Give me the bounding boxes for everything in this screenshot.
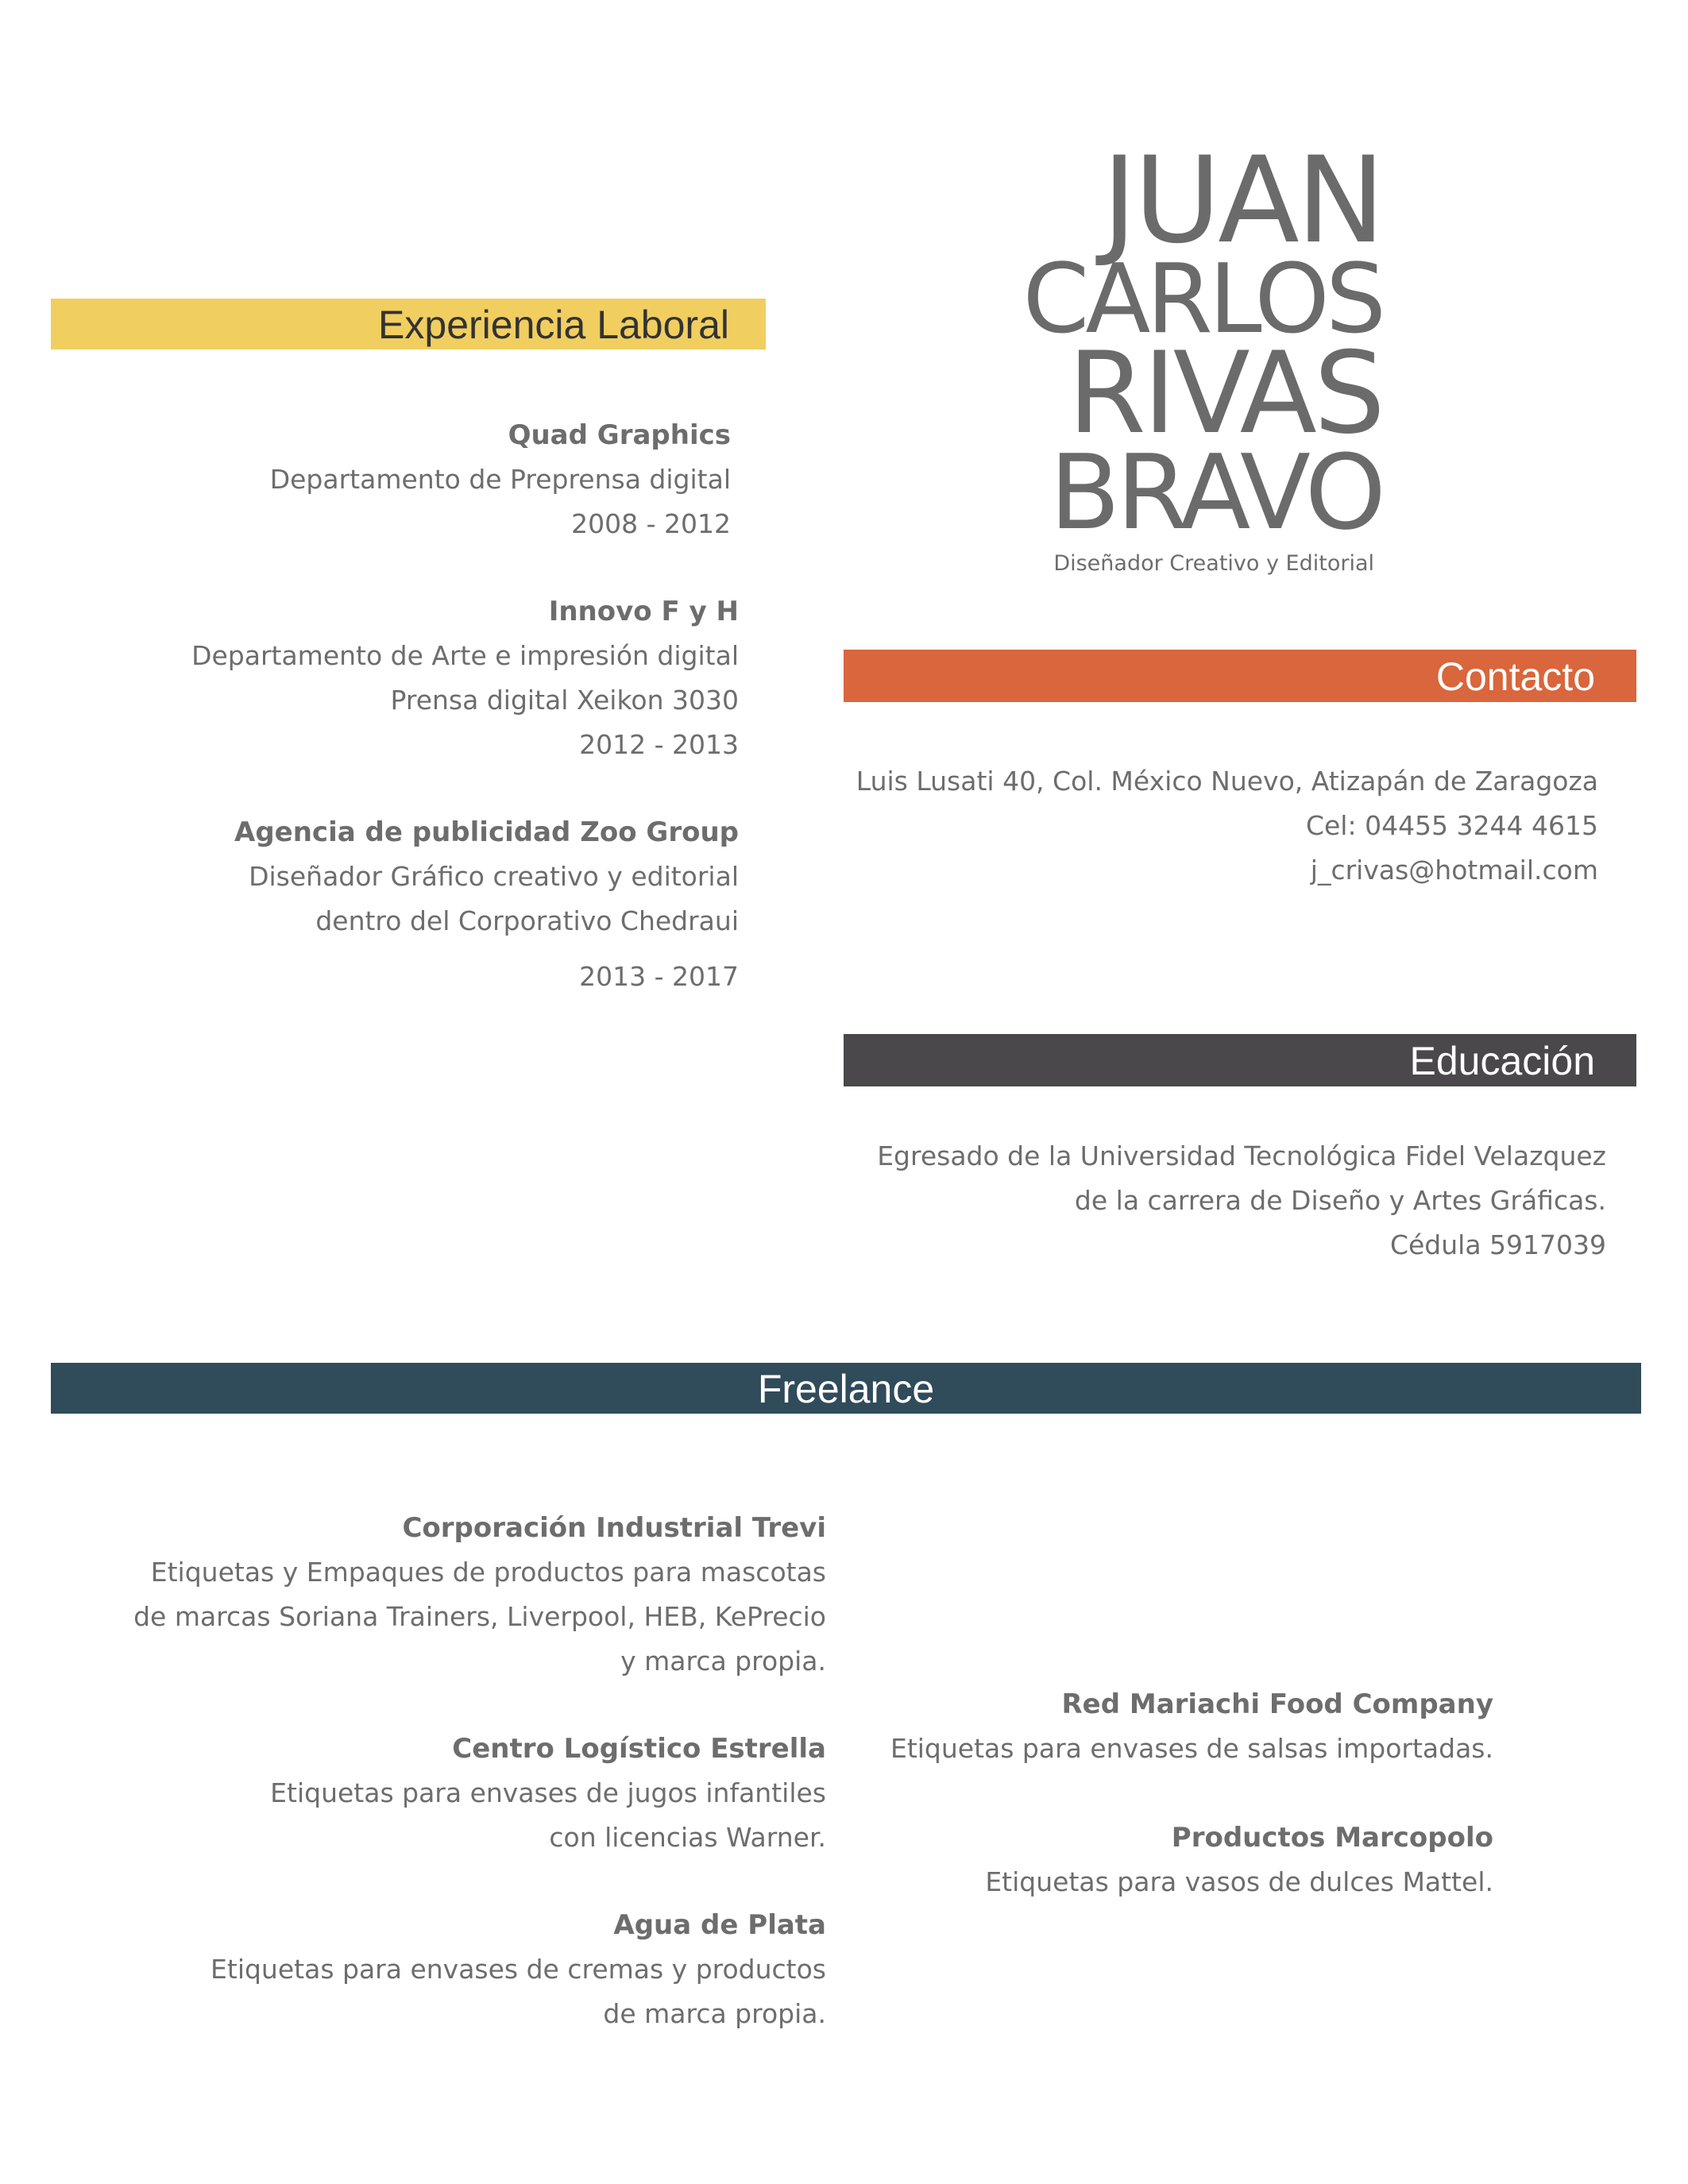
name-line-2: CARLOS <box>1022 245 1382 355</box>
freelance-header-title: Freelance <box>757 1367 935 1411</box>
freelance-item-marcopolo <box>985 1815 1493 1904</box>
contact-header-bar <box>844 650 1636 702</box>
contact-phone: Cel: 04455 3244 4615 <box>1305 810 1598 841</box>
freelance-description: Etiquetas para envases de cremas y productos <box>211 1954 826 1985</box>
contact-details <box>856 759 1598 893</box>
education-header-title: Educación <box>1409 1039 1595 1083</box>
experience-dates: 2008 - 2012 <box>571 508 731 539</box>
experience-item-innovo <box>191 589 739 767</box>
experience-header-bar <box>51 299 766 349</box>
education-line-3: Cédula 5917039 <box>1389 1229 1606 1260</box>
contact-email: j_crivas@hotmail.com <box>1310 855 1598 886</box>
freelance-company: Corporación Industrial Trevi <box>402 1512 826 1544</box>
experience-header-title: Experiencia Laboral <box>378 303 729 347</box>
education-line-1: Egresado de la Universidad Tecnológica Fidel Velazquez <box>877 1140 1606 1171</box>
experience-dates: 2012 - 2013 <box>579 729 739 760</box>
job-title: Diseñador Creativo y Editorial <box>1053 551 1374 576</box>
experience-role: Departamento de Preprensa digital <box>269 464 731 495</box>
freelance-description: Etiquetas y Empaques de productos para mascotas <box>150 1557 826 1588</box>
freelance-item-trevi <box>133 1506 826 1684</box>
freelance-description: Etiquetas para envases de jugos infantiles <box>270 1777 826 1808</box>
experience-company: Quad Graphics <box>508 419 731 451</box>
freelance-company: Centro Logístico Estrella <box>452 1733 826 1765</box>
freelance-description: Etiquetas para envases de salsas importadas. <box>890 1733 1493 1764</box>
freelance-item-red-mariachi <box>890 1682 1493 1771</box>
freelance-description: de marcas Soriana Trainers, Liverpool, HEB, KePrecio <box>133 1601 826 1632</box>
freelance-item-estrella <box>270 1727 826 1860</box>
experience-role: Diseñador Gráfico creativo y editorial <box>249 861 739 892</box>
experience-role: Departamento de Arte e impresión digital <box>191 640 739 671</box>
experience-item-quad-graphics <box>270 413 731 546</box>
freelance-description: Etiquetas para vasos de dulces Mattel. <box>985 1866 1493 1897</box>
contact-address: Luis Lusati 40, Col. México Nuevo, Atizapán de Zaragoza <box>856 766 1598 797</box>
education-header-bar <box>844 1034 1636 1086</box>
name-line-1: JUAN <box>1102 132 1382 270</box>
experience-detail: Prensa digital Xeikon 3030 <box>390 685 739 716</box>
freelance-company: Red Mariachi Food Company <box>1061 1688 1493 1720</box>
freelance-item-agua-de-plata <box>211 1903 826 2036</box>
name-line-4: BRAVO <box>1049 432 1382 553</box>
freelance-description: y marca propia. <box>620 1646 826 1677</box>
freelance-header-bar <box>51 1363 1641 1414</box>
experience-company: Innovo F y H <box>548 596 739 627</box>
freelance-description: de marca propia. <box>603 1998 826 2029</box>
name-line-3: RIVAS <box>1068 328 1382 459</box>
experience-item-zoo-group <box>234 810 739 999</box>
experience-detail: dentro del Corporativo Chedraui <box>315 905 739 936</box>
experience-company: Agencia de publicidad Zoo Group <box>234 816 739 848</box>
freelance-company: Productos Marcopolo <box>1171 1822 1493 1854</box>
education-line-2: de la carrera de Diseño y Artes Gráficas. <box>1074 1185 1606 1216</box>
education-details <box>877 1134 1606 1268</box>
experience-dates: 2013 - 2017 <box>579 961 739 992</box>
contact-header-title: Contacto <box>1435 654 1595 699</box>
freelance-description: con licencias Warner. <box>549 1822 826 1853</box>
freelance-company: Agua de Plata <box>613 1909 826 1941</box>
